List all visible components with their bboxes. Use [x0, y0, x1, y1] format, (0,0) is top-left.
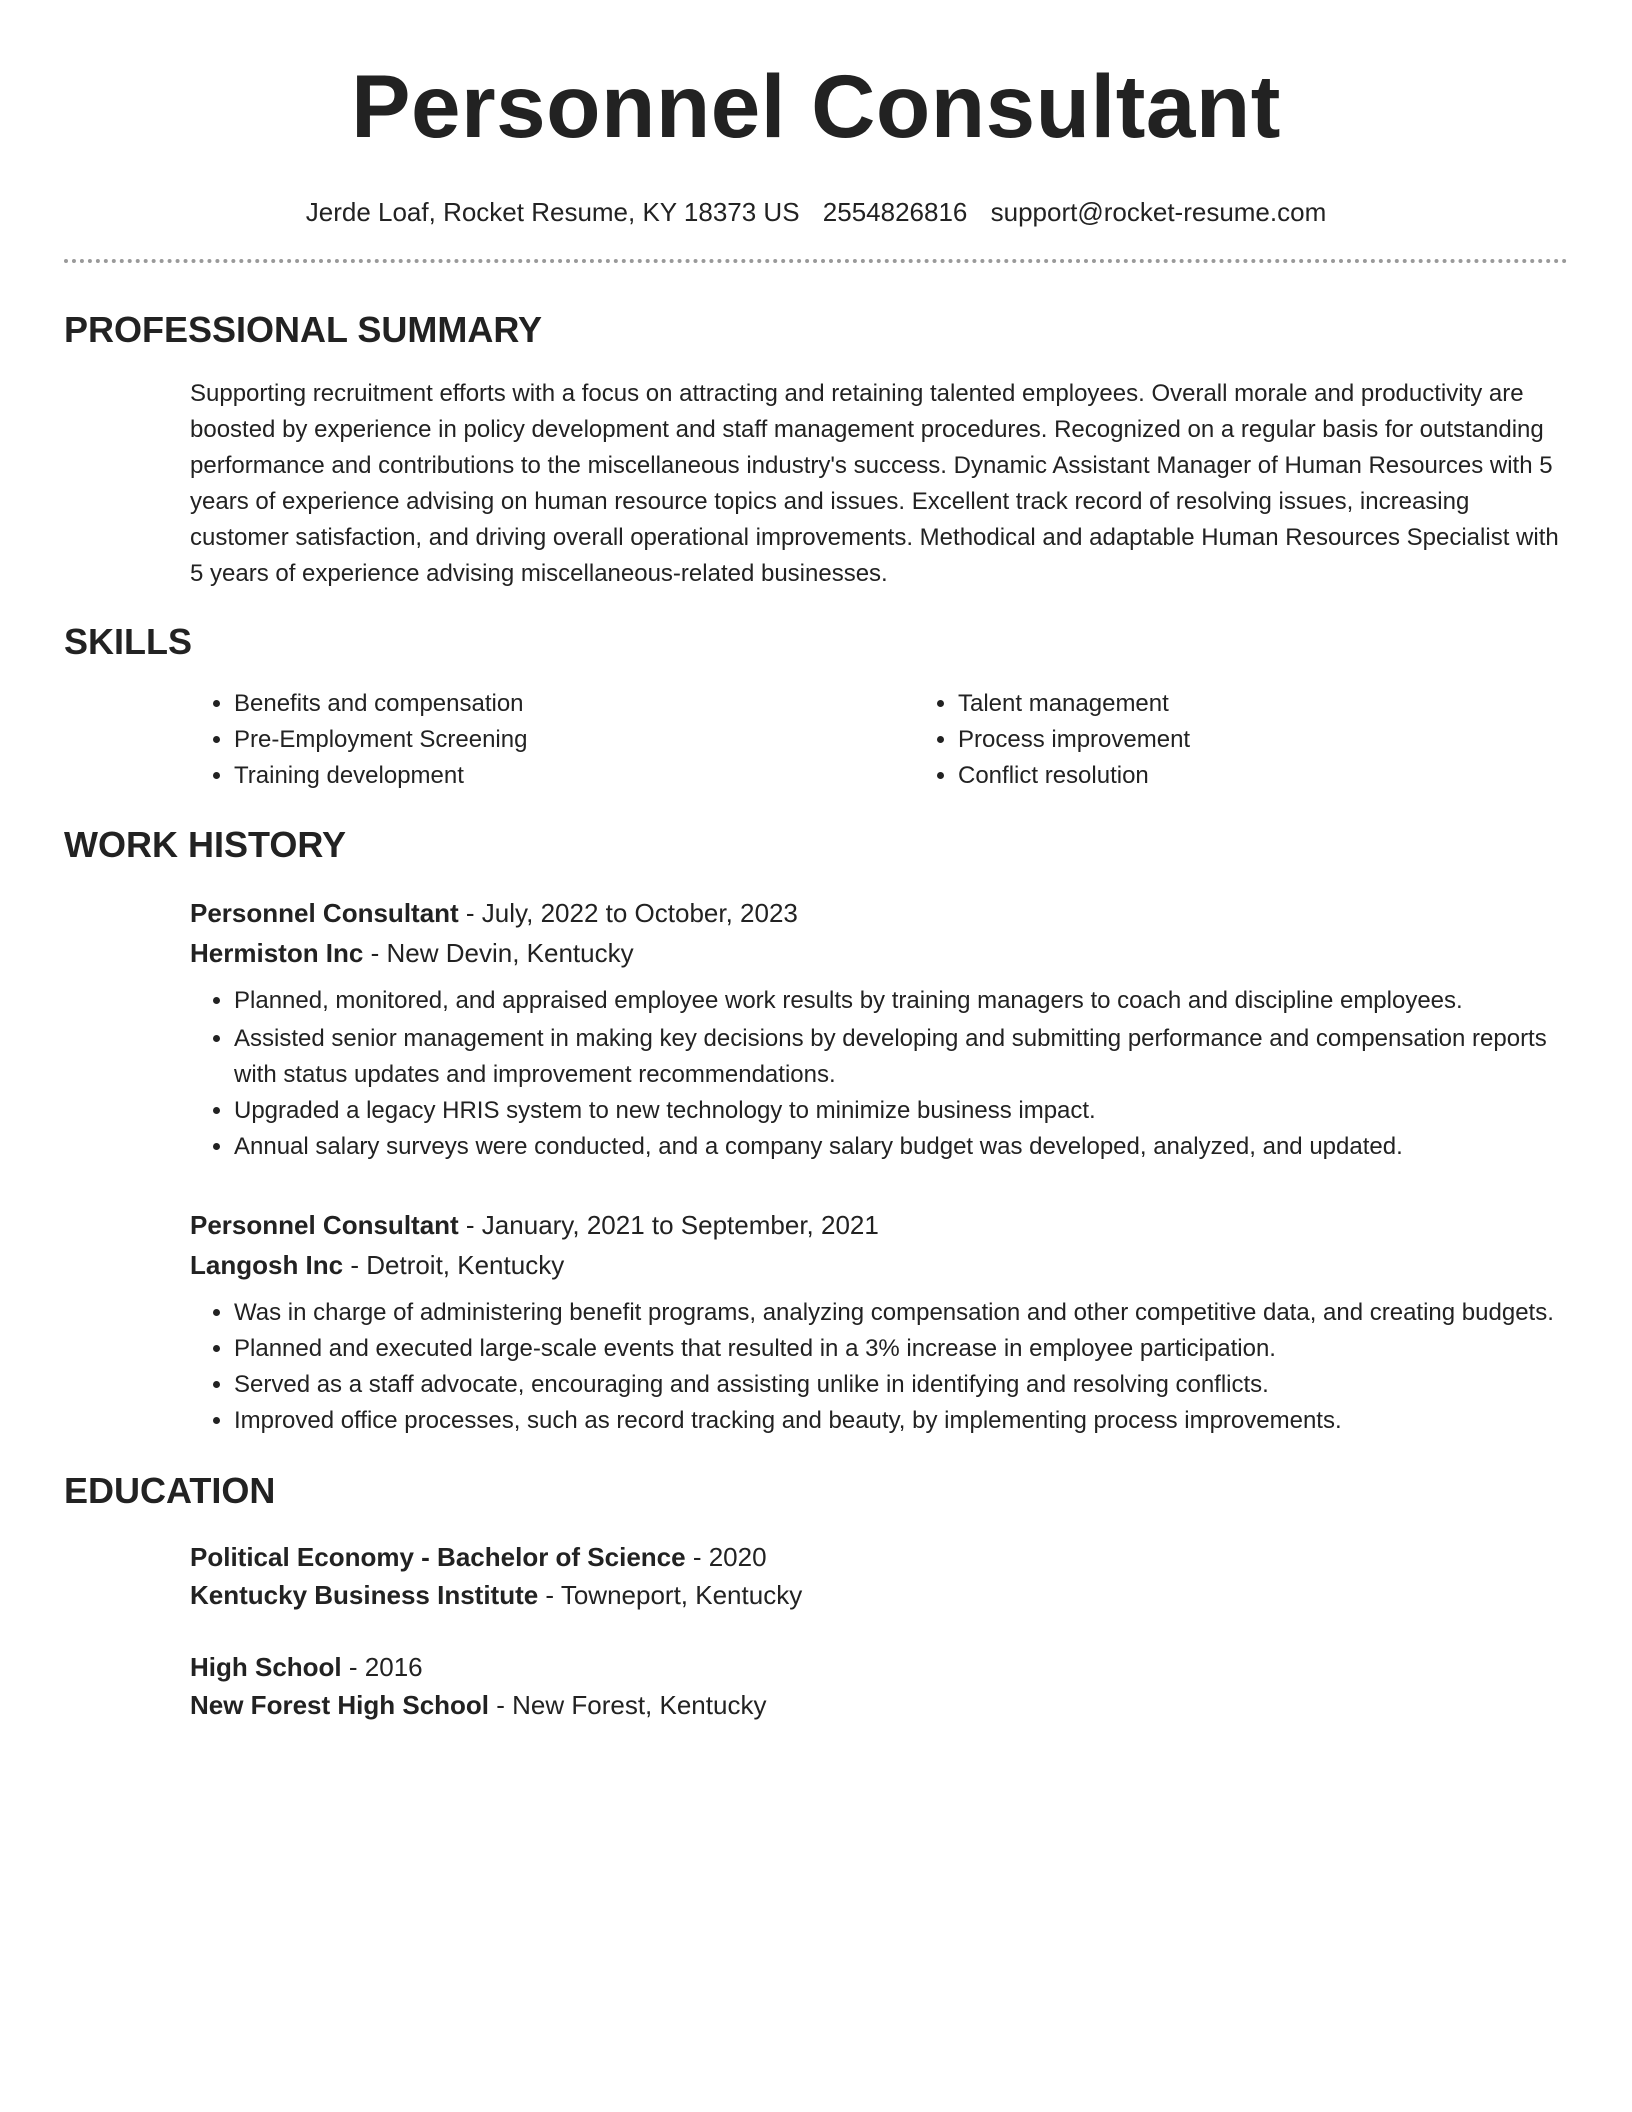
job-bullet: • Annual salary surveys were conducted, and a company salary budget was developed, analyzed, and updated.	[234, 1129, 1568, 1165]
job-dates: - July, 2022 to October, 2023	[458, 898, 798, 928]
job-bullet: • Planned and executed large-scale events that resulted in a 3% increase in employee participation.	[234, 1331, 1568, 1367]
job-bullet: • Upgraded a legacy HRIS system to new technology to minimize business impact.	[234, 1093, 1568, 1129]
header-divider	[64, 259, 1568, 263]
skills-heading: SKILLS	[64, 621, 193, 662]
skills-list-right	[914, 686, 1190, 794]
job-dates: - January, 2021 to September, 2021	[458, 1210, 879, 1240]
education-entry	[190, 1648, 1568, 1724]
contact-phone: 2554826816	[822, 197, 968, 227]
job-bullet: • Served as a staff advocate, encouraging and assisting unlike in identifying and resolving conflicts.	[234, 1367, 1568, 1403]
education-degree-line	[190, 1538, 1568, 1576]
job-bullet: • Was in charge of administering benefit programs, analyzing compensation and other competitive data, and creating budgets.	[234, 1295, 1568, 1331]
job-bullet: • Improved office processes, such as record tracking and beauty, by implementing process improvements.	[234, 1403, 1568, 1439]
job-location: - Detroit, Kentucky	[343, 1250, 565, 1280]
education-location: - New Forest, Kentucky	[489, 1690, 767, 1720]
education-school-line	[190, 1576, 1568, 1614]
summary-heading: PROFESSIONAL SUMMARY	[64, 309, 543, 350]
job-role: Personnel Consultant	[190, 898, 459, 928]
education-year: - 2016	[341, 1652, 423, 1682]
contact-address: Jerde Loaf, Rocket Resume, KY 18373 US	[305, 197, 800, 227]
education-heading: EDUCATION	[64, 1470, 276, 1511]
education-degree-line	[190, 1648, 1568, 1686]
job-entry	[190, 1205, 1568, 1439]
job-bullet: • Planned, monitored, and appraised employee work results by training managers to coach and discipline employees.	[234, 983, 1568, 1019]
education-school-line	[190, 1686, 1568, 1724]
summary-section	[64, 376, 1568, 592]
job-location: - New Devin, Kentucky	[363, 938, 634, 968]
job-entry	[190, 893, 1568, 1165]
education-year: - 2020	[685, 1542, 767, 1572]
skill-item: • Talent management	[958, 686, 1190, 722]
job-company-line	[190, 933, 1568, 973]
skills-section	[64, 686, 1568, 794]
job-title-line	[190, 1205, 1568, 1245]
contact-line	[64, 195, 1568, 229]
job-bullets	[190, 983, 1568, 1165]
education-location: - Towneport, Kentucky	[538, 1580, 803, 1610]
job-company-line	[190, 1245, 1568, 1285]
skill-item: • Training development	[234, 758, 914, 794]
job-title-line	[190, 893, 1568, 933]
work-heading: WORK HISTORY	[64, 824, 347, 865]
job-bullets	[190, 1295, 1568, 1439]
skill-item: • Benefits and compensation	[234, 686, 914, 722]
job-bullet: • Assisted senior management in making key decisions by developing and submitting performance and compensation reports with status updates and improvement recommendations.	[234, 1021, 1568, 1093]
skill-item: • Conflict resolution	[958, 758, 1190, 794]
summary-text: Supporting recruitment efforts with a focus on attracting and retaining talented employees. Overall morale and productivity are boosted by experience in policy development and staff management procedures. Recognized on a regular basis for outstanding performance and contributions to the miscellaneous industry's success. Dynamic Assistant Manager of Human Resources with 5 years of experience advising on human resource topics and issues. Excellent track record of resolving issues, increasing customer satisfaction, and driving overall operational improvements. Methodical and adaptable Human Resources Specialist with 5 years of experience advising miscellaneous-related businesses.	[190, 380, 1559, 587]
education-section	[64, 1538, 1568, 1724]
contact-email: support@rocket-resume.com	[990, 197, 1327, 227]
education-school: New Forest High School	[190, 1690, 490, 1720]
job-role: Personnel Consultant	[190, 1210, 459, 1240]
education-entry	[190, 1538, 1568, 1614]
resume-header	[64, 0, 1568, 229]
education-degree: Political Economy - Bachelor of Science	[190, 1542, 686, 1572]
resume-name: Personnel Consultant	[351, 56, 1281, 156]
skills-list-left	[190, 686, 914, 794]
skill-item: • Pre-Employment Screening	[234, 722, 914, 758]
education-degree: High School	[190, 1652, 342, 1682]
skills-columns	[190, 686, 1568, 794]
job-company: Langosh Inc	[190, 1250, 344, 1280]
education-school: Kentucky Business Institute	[190, 1580, 539, 1610]
skill-item: • Process improvement	[958, 722, 1190, 758]
job-company: Hermiston Inc	[190, 938, 364, 968]
work-section	[64, 893, 1568, 1439]
